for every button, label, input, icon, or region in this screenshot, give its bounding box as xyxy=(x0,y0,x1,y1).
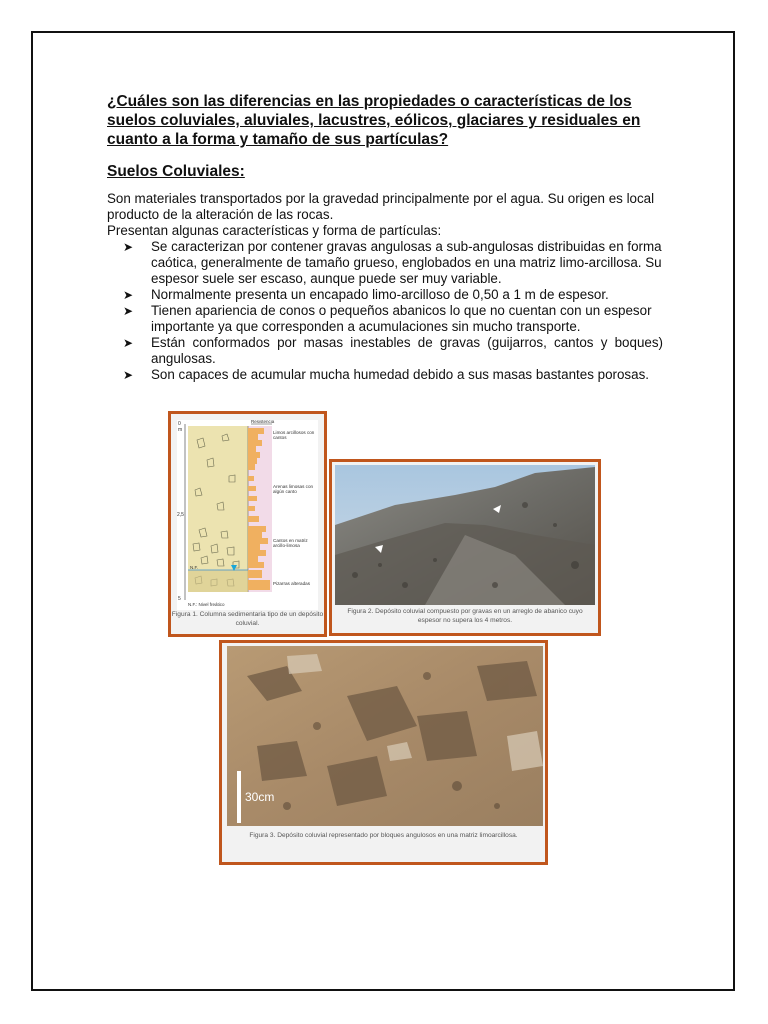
question-heading: ¿Cuáles son las diferencias en las propiedades o características de los suelos coluviales, aluviales, lacustres, eólicos, glaciares y residuales en cuanto a la forma y tamaño de sus partículas? xyxy=(107,93,641,148)
layer-label: Cantos en matriz arcillo-limosa xyxy=(273,538,308,549)
arrowhead-icon: ➤ xyxy=(123,304,134,318)
list-item: ➤ Son capaces de acumular mucha humedad debido a sus masas bastantes porosas. xyxy=(123,367,649,382)
colluvial-fan-photo xyxy=(335,465,595,605)
figure-2 xyxy=(329,459,601,636)
intro-paragraph: Son materiales transportados por la gravedad principalmente por el agua. Su origen es local producto de la alteración de las rocas. xyxy=(107,191,655,222)
layer-label: Limos arcillosos con cantos xyxy=(273,430,315,441)
resistance-header: Resistencia xyxy=(251,420,275,424)
intro-paragraph-2: Presentan algunas características y forma de partículas: xyxy=(107,223,442,238)
list-item: ➤ Tienen apariencia de conos o pequeños abanicos lo que no cuentan con un espesor importante ya que corresponden a acumulaciones sin mucho transporte. xyxy=(123,303,652,334)
column-diagram xyxy=(177,420,318,610)
section-title: Suelos Coluviales: xyxy=(107,163,245,180)
figure-caption: Figura 3. Depósito coluvial representado por bloques angulosos en una matriz limoarcillosa. xyxy=(249,832,518,839)
axis-label: 2,5 xyxy=(177,512,184,518)
scale-label: 30cm xyxy=(245,790,275,804)
nf-footnote: N.F.: Nivel freático xyxy=(188,602,225,607)
list-item: ➤ Se caracterizan por contener gravas angulosas a sub-angulosas distribuidas en forma caótica, generalmente de tamaño grueso, englobados en una matriz limo-arcillosa. Su espesor suele ser escaso, aunque puede ser muy variable. xyxy=(123,239,662,286)
bullet-list xyxy=(107,239,663,383)
axis-label: 0 xyxy=(178,421,181,427)
nf-label: N.F. xyxy=(190,565,199,570)
arrowhead-icon: ➤ xyxy=(123,240,134,254)
list-item: ➤ Están conformados por masas inestables de gravas (guijarros, cantos y boques) angulosas. xyxy=(123,335,663,366)
figure-caption: Figura 2. Depósito coluvial compuesto por gravas en un arreglo de abanico cuyo espesor no supera los 4 metros. xyxy=(347,608,583,624)
arrowhead-icon: ➤ xyxy=(123,288,134,302)
arrowhead-icon: ➤ xyxy=(123,336,134,350)
list-item: ➤ Normalmente presenta un encapado limo-arcilloso de 0,50 a 1 m de espesor. xyxy=(123,287,609,302)
figure-1 xyxy=(168,411,327,637)
layer-label: Pizarras alteradas xyxy=(273,581,311,586)
axis-label: m xyxy=(178,427,183,433)
axis-label: 5 xyxy=(178,596,181,602)
figure-caption: Figura 1. Columna sedimentaria tipo de un depósito coluvial. xyxy=(171,611,324,627)
layer-label: Arenas limosas con algún canto xyxy=(273,484,314,495)
document-body xyxy=(107,92,663,383)
colluvial-blocks-photo xyxy=(227,646,543,826)
arrowhead-icon: ➤ xyxy=(123,368,134,382)
figure-3 xyxy=(219,640,548,865)
